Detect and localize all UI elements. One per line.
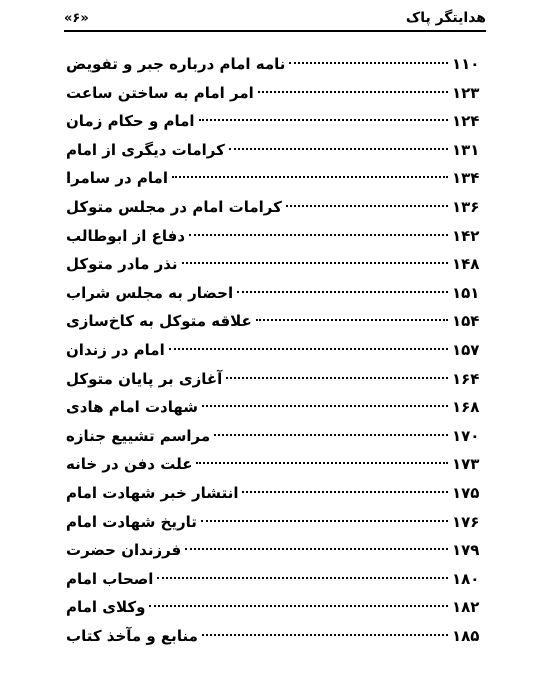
toc-entry-title: وکلای امام <box>66 598 146 617</box>
toc-entry[interactable] <box>64 79 486 108</box>
toc-entry[interactable] <box>64 622 486 651</box>
dot-leader <box>189 234 448 236</box>
toc-entry-title: امام و حکام زمان <box>66 112 195 131</box>
toc-entry[interactable] <box>64 279 486 308</box>
toc-entry[interactable] <box>64 479 486 508</box>
toc-entry-title: علاقه متوکل به کاخ‌سازی <box>66 312 252 331</box>
toc-entry-title: مراسم تشییع جنازه <box>66 426 211 445</box>
toc-entry[interactable] <box>64 450 486 479</box>
toc-entry-title: امام در زندان <box>66 340 165 359</box>
toc-entry-page-number: ۱۶۴ <box>452 369 480 388</box>
dot-leader <box>237 291 448 293</box>
toc-entry[interactable] <box>64 336 486 365</box>
toc-entry-page-number: ۱۵۷ <box>452 340 480 359</box>
toc-entry-page-number: ۱۵۱ <box>452 283 480 302</box>
toc-entry-page-number: ۱۲۳ <box>452 83 480 102</box>
dot-leader <box>258 91 448 93</box>
toc-entry-page-number: ۱۱۰ <box>452 55 480 73</box>
toc-entry-title: اصحاب امام <box>66 569 154 588</box>
toc-entry[interactable] <box>64 164 486 193</box>
book-title: هدایتگر پاک <box>405 10 486 26</box>
dot-leader <box>242 491 448 493</box>
toc-entry-page-number: ۱۲۴ <box>452 112 480 131</box>
toc-entry[interactable] <box>64 565 486 594</box>
dot-leader <box>229 148 448 150</box>
toc-entry-page-number: ۱۷۰ <box>452 426 480 445</box>
toc-entry[interactable] <box>64 307 486 336</box>
toc-entry[interactable] <box>64 136 486 165</box>
toc-entry[interactable] <box>64 393 486 422</box>
toc-entry-page-number: ۱۳۶ <box>452 197 480 216</box>
running-header <box>64 6 486 32</box>
dot-leader <box>185 548 448 550</box>
toc-entry-title: شهادت امام هادی <box>66 398 199 417</box>
dot-leader <box>201 520 448 522</box>
dot-leader <box>172 176 448 178</box>
toc-entry[interactable] <box>64 222 486 251</box>
toc-entry[interactable] <box>64 107 486 136</box>
toc-entry-title: دفاع از ابوطالب <box>66 226 186 245</box>
toc-entry-page-number: ۱۷۶ <box>452 512 480 531</box>
toc-entry-page-number: ۱۳۱ <box>452 140 480 159</box>
dot-leader <box>256 319 448 321</box>
toc-entry-title: تاریخ شهادت امام <box>66 512 197 531</box>
toc-entry-page-number: ۱۷۵ <box>452 483 480 502</box>
toc-entry-title: امر امام به ساختن ساعت <box>66 83 254 102</box>
dot-leader <box>169 348 448 350</box>
dot-leader <box>214 434 448 436</box>
dot-leader <box>202 634 448 636</box>
toc-entry[interactable] <box>64 422 486 451</box>
toc-entry[interactable] <box>64 536 486 565</box>
toc-entry-title: فرزندان حضرت <box>66 541 182 560</box>
toc-entry[interactable] <box>64 365 486 394</box>
dot-leader <box>149 605 448 607</box>
toc-entry-page-number: ۱۶۸ <box>452 398 480 417</box>
dot-leader <box>289 62 448 64</box>
toc-entry-page-number: ۱۳۴ <box>452 169 480 188</box>
dot-leader <box>182 262 448 264</box>
toc-entry-page-number: ۱۵۴ <box>452 312 480 331</box>
toc-entry-title: امام در سامرا <box>66 169 168 188</box>
toc-entry-title: آغازی بر پایان متوکل <box>66 369 223 388</box>
dot-leader <box>199 119 448 121</box>
page-number: «۶» <box>64 10 89 26</box>
toc-entry-title: کرامات دیگری از امام <box>66 140 225 159</box>
toc-entry[interactable] <box>64 593 486 622</box>
dot-leader <box>196 462 448 464</box>
toc-entry-page-number: ۱۷۳ <box>452 455 480 474</box>
toc-entry-page-number: ۱۸۵ <box>452 626 480 645</box>
toc-entry[interactable] <box>64 193 486 222</box>
toc-entry-page-number: ۱۸۲ <box>452 598 480 617</box>
toc-entry-page-number: ۱۸۰ <box>452 569 480 588</box>
toc-entry-title: نامه امام درباره جبر و تفویض <box>66 55 286 73</box>
table-of-contents <box>64 50 486 650</box>
toc-entry-title: کرامات امام در مجلس متوکل <box>66 197 282 216</box>
toc-entry-title: علت دفن در خانه <box>66 455 193 474</box>
toc-entry-page-number: ۱۷۹ <box>452 541 480 560</box>
dot-leader <box>202 405 448 407</box>
toc-entry-title: منابع و مآخذ کتاب <box>66 626 198 645</box>
toc-entry[interactable] <box>64 50 486 79</box>
toc-entry-title: نذر مادر متوکل <box>66 255 178 274</box>
toc-entry-title: احضار به مجلس شراب <box>66 283 234 302</box>
toc-entry-page-number: ۱۴۸ <box>452 255 480 274</box>
dot-leader <box>157 577 448 579</box>
toc-entry-page-number: ۱۴۲ <box>452 226 480 245</box>
dot-leader <box>226 377 448 379</box>
dot-leader <box>286 205 448 207</box>
toc-entry[interactable] <box>64 508 486 537</box>
toc-entry-title: انتشار خبر شهادت امام <box>66 483 239 502</box>
toc-entry[interactable] <box>64 250 486 279</box>
